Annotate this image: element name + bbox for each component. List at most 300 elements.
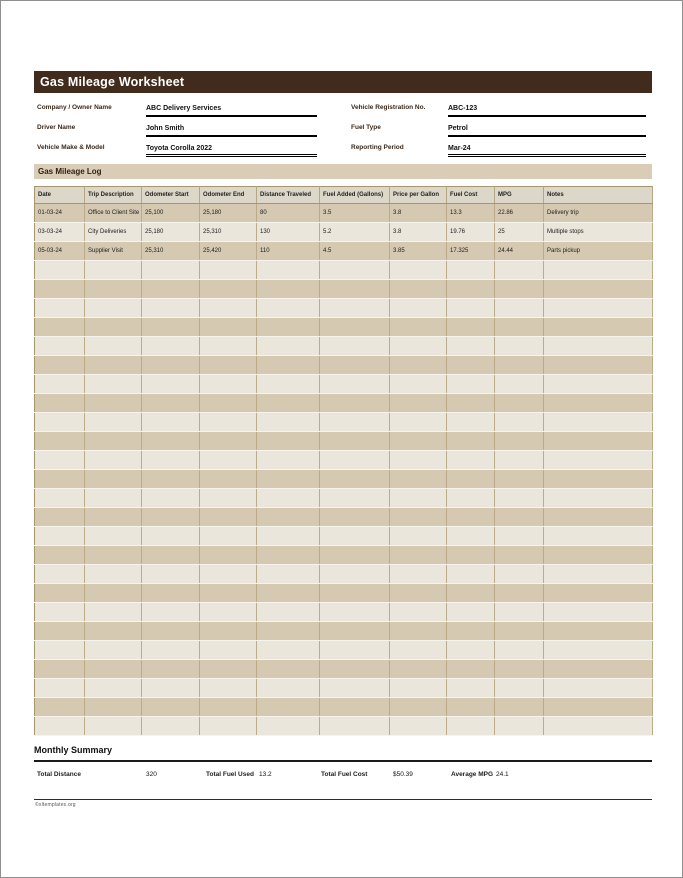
- column-header: Odometer Start: [142, 187, 200, 204]
- log-cell: [200, 413, 257, 432]
- log-cell: [200, 375, 257, 394]
- log-cell: [320, 299, 390, 318]
- log-cell: [390, 318, 447, 337]
- log-cell: [390, 641, 447, 660]
- log-cell: [35, 603, 85, 622]
- log-cell: [390, 679, 447, 698]
- log-cell: [544, 508, 653, 527]
- log-cell: [320, 717, 390, 736]
- log-cell: [447, 299, 495, 318]
- empty-log-row: [35, 717, 653, 736]
- log-cell: [447, 565, 495, 584]
- log-cell: City Deliveries: [85, 223, 142, 242]
- column-header: Distance Traveled: [257, 187, 320, 204]
- log-cell: [142, 394, 200, 413]
- log-cell: [142, 280, 200, 299]
- empty-log-row: [35, 299, 653, 318]
- log-cell: [257, 489, 320, 508]
- log-cell: [320, 527, 390, 546]
- log-cell: [320, 337, 390, 356]
- log-cell: [447, 717, 495, 736]
- log-cell: [544, 394, 653, 413]
- log-cell: [142, 660, 200, 679]
- log-cell: [142, 375, 200, 394]
- column-header: Notes: [544, 187, 653, 204]
- log-cell: [320, 489, 390, 508]
- log-cell: [390, 261, 447, 280]
- field-label: Company / Owner Name: [37, 104, 112, 111]
- log-cell: [35, 375, 85, 394]
- log-cell: [35, 565, 85, 584]
- log-cell: [544, 413, 653, 432]
- log-cell: [35, 299, 85, 318]
- log-cell: [320, 394, 390, 413]
- log-cell: [200, 299, 257, 318]
- summary-value: $50.39: [393, 771, 413, 778]
- log-cell: [142, 413, 200, 432]
- log-cell: [200, 508, 257, 527]
- column-header: Odometer End: [200, 187, 257, 204]
- log-cell: [35, 508, 85, 527]
- log-cell: 25,420: [200, 242, 257, 261]
- log-cell: [85, 622, 142, 641]
- log-cell: [200, 470, 257, 489]
- log-cell: [200, 337, 257, 356]
- log-cell: [447, 698, 495, 717]
- log-cell: [320, 318, 390, 337]
- log-cell: [544, 679, 653, 698]
- log-cell: [390, 451, 447, 470]
- log-cell: [142, 337, 200, 356]
- column-header: Date: [35, 187, 85, 204]
- log-cell: [544, 546, 653, 565]
- log-cell: [495, 660, 544, 679]
- log-cell: [257, 375, 320, 394]
- log-cell: [85, 394, 142, 413]
- log-cell: [85, 717, 142, 736]
- log-cell: [85, 489, 142, 508]
- log-cell: 4.5: [320, 242, 390, 261]
- log-cell: [85, 356, 142, 375]
- log-cell: [85, 508, 142, 527]
- log-cell: [35, 622, 85, 641]
- column-header: Trip Description: [85, 187, 142, 204]
- log-cell: [257, 717, 320, 736]
- log-cell: [257, 337, 320, 356]
- form-row-right-1: [34, 121, 652, 141]
- log-cell: [200, 432, 257, 451]
- log-cell: [35, 527, 85, 546]
- empty-log-row: [35, 508, 653, 527]
- log-cell: 25,180: [142, 223, 200, 242]
- log-cell: [35, 489, 85, 508]
- log-cell: [142, 527, 200, 546]
- log-cell: [320, 660, 390, 679]
- log-cell: [544, 660, 653, 679]
- log-cell: [142, 451, 200, 470]
- log-cell: [495, 527, 544, 546]
- log-cell: [320, 432, 390, 451]
- log-cell: [257, 261, 320, 280]
- log-cell: [142, 489, 200, 508]
- log-cell: [447, 622, 495, 641]
- log-cell: [142, 299, 200, 318]
- field-label: Vehicle Registration No.: [351, 104, 426, 111]
- log-cell: [200, 394, 257, 413]
- log-cell: [85, 584, 142, 603]
- log-cell: [85, 280, 142, 299]
- log-cell: [257, 413, 320, 432]
- log-cell: [390, 470, 447, 489]
- log-cell: [390, 546, 447, 565]
- empty-log-row: [35, 432, 653, 451]
- field-value: Toyota Corolla 2022: [146, 141, 317, 157]
- log-cell: [495, 280, 544, 299]
- log-cell: [390, 565, 447, 584]
- log-cell: [544, 451, 653, 470]
- log-cell: [142, 641, 200, 660]
- log-cell: [257, 679, 320, 698]
- log-cell: [257, 603, 320, 622]
- log-cell: [200, 603, 257, 622]
- log-cell: [447, 356, 495, 375]
- log-cell: [35, 432, 85, 451]
- log-cell: [447, 546, 495, 565]
- log-cell: [447, 679, 495, 698]
- log-cell: [544, 641, 653, 660]
- table-header-row: [35, 187, 653, 204]
- log-cell: [390, 603, 447, 622]
- log-cell: [544, 489, 653, 508]
- log-cell: [200, 451, 257, 470]
- log-cell: [35, 470, 85, 489]
- log-cell: Supplier Visit: [85, 242, 142, 261]
- log-cell: [85, 698, 142, 717]
- log-cell: [200, 584, 257, 603]
- log-cell: [320, 470, 390, 489]
- summary-label: Total Distance: [37, 771, 81, 778]
- field-value: Mar-24: [448, 141, 646, 157]
- column-header: MPG: [495, 187, 544, 204]
- log-cell: [495, 584, 544, 603]
- log-cell: [257, 432, 320, 451]
- log-cell: [320, 584, 390, 603]
- field-value: ABC-123: [448, 101, 646, 117]
- log-cell: [320, 413, 390, 432]
- log-cell: [35, 261, 85, 280]
- log-cell: [320, 622, 390, 641]
- log-cell: [544, 375, 653, 394]
- log-cell: [85, 603, 142, 622]
- log-cell: [85, 337, 142, 356]
- log-cell: [257, 527, 320, 546]
- field-value: ABC Delivery Services: [146, 101, 317, 117]
- empty-log-row: [35, 375, 653, 394]
- log-cell: [142, 565, 200, 584]
- log-cell: [544, 717, 653, 736]
- empty-log-row: [35, 337, 653, 356]
- log-cell: [35, 337, 85, 356]
- log-cell: [257, 299, 320, 318]
- log-cell: [495, 394, 544, 413]
- log-cell: [35, 584, 85, 603]
- log-section-header: Gas Mileage Log: [34, 164, 652, 179]
- summary-title: Monthly Summary: [34, 745, 113, 755]
- log-cell: [200, 622, 257, 641]
- log-cell: [447, 413, 495, 432]
- log-cell: [257, 451, 320, 470]
- log-cell: [200, 527, 257, 546]
- log-cell: [85, 261, 142, 280]
- log-cell: [257, 698, 320, 717]
- log-cell: [142, 261, 200, 280]
- log-cell: [544, 356, 653, 375]
- empty-log-row: [35, 622, 653, 641]
- footer-credit: ©xltemplates.org: [35, 802, 76, 808]
- empty-log-row: [35, 394, 653, 413]
- log-cell: [200, 717, 257, 736]
- log-cell: 19.76: [447, 223, 495, 242]
- log-cell: [447, 337, 495, 356]
- log-cell: [200, 679, 257, 698]
- form-row-right-0: [34, 101, 652, 121]
- log-cell: [447, 508, 495, 527]
- log-cell: [200, 565, 257, 584]
- log-cell: 03-03-24: [35, 223, 85, 242]
- log-cell: [495, 489, 544, 508]
- log-cell: [85, 470, 142, 489]
- log-cell: [544, 280, 653, 299]
- log-cell: [390, 299, 447, 318]
- summary-label: Total Fuel Cost: [321, 771, 368, 778]
- log-cell: [447, 375, 495, 394]
- log-cell: [495, 375, 544, 394]
- log-cell: [495, 698, 544, 717]
- empty-log-row: [35, 413, 653, 432]
- log-cell: [495, 622, 544, 641]
- summary-value: 24.1: [496, 771, 509, 778]
- log-cell: [142, 679, 200, 698]
- log-cell: [142, 603, 200, 622]
- log-cell: [257, 470, 320, 489]
- column-header: Fuel Cost: [447, 187, 495, 204]
- log-cell: [390, 280, 447, 299]
- log-cell: [85, 679, 142, 698]
- log-cell: [544, 698, 653, 717]
- log-cell: [544, 470, 653, 489]
- log-cell: [495, 470, 544, 489]
- log-cell: [447, 261, 495, 280]
- log-cell: [320, 603, 390, 622]
- empty-log-row: [35, 356, 653, 375]
- log-cell: 22.86: [495, 204, 544, 223]
- summary-value: 13.2: [259, 771, 272, 778]
- page-title: Gas Mileage Worksheet: [34, 71, 652, 93]
- log-cell: Delivery trip: [544, 204, 653, 223]
- column-header: Fuel Added (Gallons): [320, 187, 390, 204]
- log-cell: [142, 470, 200, 489]
- log-cell: [320, 451, 390, 470]
- log-cell: [35, 356, 85, 375]
- log-cell: [200, 280, 257, 299]
- log-cell: [200, 698, 257, 717]
- log-cell: [257, 622, 320, 641]
- empty-log-row: [35, 698, 653, 717]
- log-cell: 17.325: [447, 242, 495, 261]
- log-cell: [495, 356, 544, 375]
- log-cell: [495, 546, 544, 565]
- empty-log-row: [35, 641, 653, 660]
- log-cell: 25,310: [200, 223, 257, 242]
- empty-log-row: [35, 318, 653, 337]
- log-cell: [495, 337, 544, 356]
- log-cell: [390, 489, 447, 508]
- log-cell: [320, 508, 390, 527]
- log-cell: [85, 546, 142, 565]
- log-cell: [544, 299, 653, 318]
- empty-log-row: [35, 679, 653, 698]
- empty-log-row: [35, 603, 653, 622]
- log-entry-row: [35, 242, 653, 261]
- log-cell: [200, 660, 257, 679]
- log-cell: [35, 413, 85, 432]
- empty-log-row: [35, 261, 653, 280]
- log-cell: [544, 318, 653, 337]
- log-cell: [390, 622, 447, 641]
- log-cell: [85, 318, 142, 337]
- log-cell: [544, 527, 653, 546]
- log-cell: 01-03-24: [35, 204, 85, 223]
- log-cell: [257, 660, 320, 679]
- log-cell: [35, 679, 85, 698]
- log-cell: Parts pickup: [544, 242, 653, 261]
- log-cell: [447, 641, 495, 660]
- field-label: Reporting Period: [351, 144, 404, 151]
- log-cell: [390, 508, 447, 527]
- vehicle-info-form: [34, 101, 652, 163]
- log-cell: [390, 394, 447, 413]
- log-cell: [495, 261, 544, 280]
- log-cell: [142, 318, 200, 337]
- log-cell: [257, 641, 320, 660]
- log-cell: 3.5: [320, 204, 390, 223]
- field-value: Petrol: [448, 121, 646, 137]
- log-cell: [200, 546, 257, 565]
- log-cell: [35, 318, 85, 337]
- empty-log-row: [35, 584, 653, 603]
- log-cell: [320, 546, 390, 565]
- log-cell: [320, 641, 390, 660]
- empty-log-row: [35, 280, 653, 299]
- log-cell: [390, 698, 447, 717]
- log-cell: [390, 717, 447, 736]
- log-cell: [447, 451, 495, 470]
- log-cell: [390, 584, 447, 603]
- summary-label: Total Fuel Used: [206, 771, 254, 778]
- log-cell: [390, 413, 447, 432]
- log-cell: [544, 261, 653, 280]
- log-cell: [390, 660, 447, 679]
- log-cell: 3.8: [390, 223, 447, 242]
- log-cell: [257, 394, 320, 413]
- log-cell: [544, 337, 653, 356]
- gas-mileage-log-table: [34, 186, 653, 736]
- log-cell: [320, 261, 390, 280]
- log-cell: [390, 432, 447, 451]
- log-cell: [495, 603, 544, 622]
- log-cell: [257, 546, 320, 565]
- log-entry-row: [35, 223, 653, 242]
- log-cell: 110: [257, 242, 320, 261]
- footer-divider: [34, 799, 652, 800]
- log-cell: [85, 451, 142, 470]
- log-cell: [35, 280, 85, 299]
- log-cell: [85, 299, 142, 318]
- log-cell: [257, 356, 320, 375]
- log-cell: [142, 698, 200, 717]
- log-cell: [85, 413, 142, 432]
- log-cell: 3.8: [390, 204, 447, 223]
- log-cell: Office to Client Site: [85, 204, 142, 223]
- log-cell: [200, 489, 257, 508]
- log-cell: [544, 622, 653, 641]
- log-cell: [447, 584, 495, 603]
- column-header: Price per Gallon: [390, 187, 447, 204]
- field-label: Driver Name: [37, 124, 76, 131]
- log-cell: [447, 432, 495, 451]
- log-cell: [142, 584, 200, 603]
- log-cell: [390, 527, 447, 546]
- log-cell: [495, 413, 544, 432]
- log-cell: [495, 565, 544, 584]
- log-cell: [320, 356, 390, 375]
- empty-log-row: [35, 527, 653, 546]
- log-cell: [320, 679, 390, 698]
- log-cell: [35, 641, 85, 660]
- log-cell: [495, 318, 544, 337]
- log-cell: [447, 280, 495, 299]
- log-cell: 3.85: [390, 242, 447, 261]
- log-cell: [35, 660, 85, 679]
- summary-label: Average MPG: [451, 771, 494, 778]
- log-cell: [35, 394, 85, 413]
- log-cell: 25,100: [142, 204, 200, 223]
- log-cell: [544, 432, 653, 451]
- empty-log-row: [35, 470, 653, 489]
- log-cell: 5.2: [320, 223, 390, 242]
- form-row-right-2: [34, 141, 652, 161]
- log-cell: [447, 318, 495, 337]
- log-cell: [495, 432, 544, 451]
- log-cell: [447, 489, 495, 508]
- log-cell: [495, 508, 544, 527]
- log-cell: [447, 470, 495, 489]
- log-cell: [495, 299, 544, 318]
- log-cell: 13.3: [447, 204, 495, 223]
- log-cell: [142, 622, 200, 641]
- summary-value: 320: [146, 771, 157, 778]
- field-label: Vehicle Make & Model: [37, 144, 105, 151]
- log-cell: [142, 356, 200, 375]
- empty-log-row: [35, 451, 653, 470]
- log-cell: [85, 375, 142, 394]
- log-cell: [390, 337, 447, 356]
- log-cell: [447, 394, 495, 413]
- empty-log-row: [35, 546, 653, 565]
- summary-divider: [34, 760, 652, 762]
- log-cell: [257, 508, 320, 527]
- log-cell: [320, 698, 390, 717]
